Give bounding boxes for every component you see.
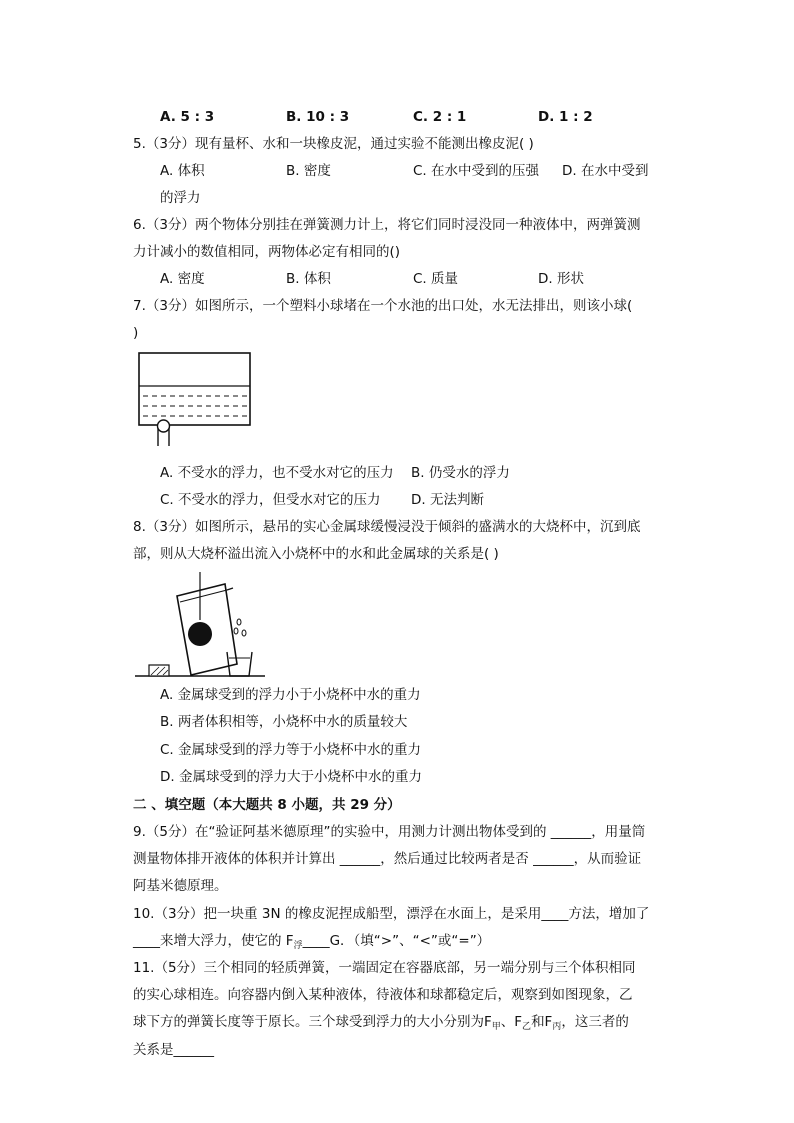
q11-line-1: 11.（5分）三个相同的轻质弹簧，一端固定在容器底部，另一端分别与三个体积相同 [133,960,636,976]
q11-line-2: 的实心球相连。向容器内倒入某种液体，待液体和球都稳定后，观察到如图现象，乙 [133,987,633,1003]
q11-subscript-yi: 乙 [522,1022,532,1032]
q4-option-b: B. 10 : 3 [286,109,350,125]
water-drop [237,619,241,625]
q11-subscript-bing: 丙 [552,1022,562,1032]
metal-ball [188,622,212,646]
q10-subscript-fu: 浮 [293,941,303,951]
q4-option-c: C. 2 : 1 [413,109,467,125]
q9-line-1: 9.（5分）在“验证阿基米德原理”的实验中，用测力计测出物体受到的 ______，用量筒 [133,824,646,840]
section-2-heading: 二 、填空题（本大题共 8 小题，共 29 分） [133,797,401,813]
q11-line-3-a: 球下方的弹簧长度等于原长。三个球受到浮力的大小分别为F [133,1014,492,1030]
q6-stem-1: 6.（3分）两个物体分别挂在弹簧测力计上，将它们同时浸没同一种液体中，两弹簧测 [133,217,641,233]
q5-option-b: B. 密度 [286,163,331,179]
water-drop [242,630,246,636]
q8-option-d: D. 金属球受到的浮力大于小烧杯中水的重力 [160,769,422,785]
q6-stem-2: 力计减小的数值相同，两物体必定有相同的() [133,244,401,260]
q5-option-a: A. 体积 [160,163,205,179]
q10-line-2 [133,932,490,955]
q11-sep-1: 、F [500,1014,523,1030]
q9-line-2: 测量物体排开液体的体积并计算出 ______，然后通过比较两者是否 ______，从而验证 [133,851,642,867]
q10-line-2-a: ____来增大浮力，使它的 F [133,933,294,949]
q8-stem-1: 8.（3分）如图所示，悬吊的实心金属球缓慢浸没于倾斜的盛满水的大烧杯中，沉到底 [133,519,641,535]
q11-line-4: 关系是______ [133,1042,214,1058]
pool-wall [139,353,250,425]
water-drop [234,628,238,634]
q6-option-d: D. 形状 [538,271,584,287]
q5-option-d-cont: 的浮力 [160,190,201,206]
q10-line-2-b: ____G．（填“>”、“<”或“=”） [302,933,491,949]
q8-option-b: B. 两者体积相等，小烧杯中水的质量较大 [160,714,408,730]
q4-option-d: D. 1 : 2 [538,109,593,125]
q7-option-d: D. 无法判断 [411,492,484,508]
q11-line-3 [133,1013,629,1036]
q11-sep-2: 和F [531,1014,553,1030]
q11-subscript-jia: 甲 [491,1022,501,1032]
q8-figure-beakers [135,572,270,680]
q6-option-a: A. 密度 [160,271,205,287]
spout [227,588,233,590]
q11-line-3-b: ，这三者的 [561,1014,629,1030]
q5-stem: 5.（3分）现有量杯、水和一块橡皮泥，通过实验不能测出橡皮泥( ) [133,136,534,152]
q7-option-a: A. 不受水的浮力，也不受水对它的压力 [160,465,394,481]
q7-stem-1: 7.（3分）如图所示，一个塑料小球堵在一个水池的出口处，水无法排出，则该小球( [133,298,633,314]
q6-option-c: C. 质量 [413,271,459,287]
q7-option-c: C. 不受水的浮力，但受水对它的压力 [160,492,381,508]
q8-option-a: A. 金属球受到的浮力小于小烧杯中水的重力 [160,687,421,703]
q6-option-b: B. 体积 [286,271,331,287]
q7-option-b: B. 仍受水的浮力 [411,465,510,481]
q4-option-a: A. 5 : 3 [160,109,215,125]
q5-option-c: C. 在水中受到的压强 [413,163,540,179]
plastic-ball [158,420,170,432]
q5-option-d: D. 在水中受到 [562,163,649,179]
q8-option-c: C. 金属球受到的浮力等于小烧杯中水的重力 [160,742,422,758]
q8-stem-2: 部，则从大烧杯溢出流入小烧杯中的水和此金属球的关系是( ) [133,546,499,562]
q7-figure-pool [135,350,255,450]
q10-line-1: 10.（3分）把一块重 3N 的橡皮泥捏成船型，漂浮在水面上，是采用____方法，增加了 [133,906,650,922]
q9-line-3: 阿基米德原理。 [133,878,228,894]
q7-stem-2: ) [133,325,139,341]
